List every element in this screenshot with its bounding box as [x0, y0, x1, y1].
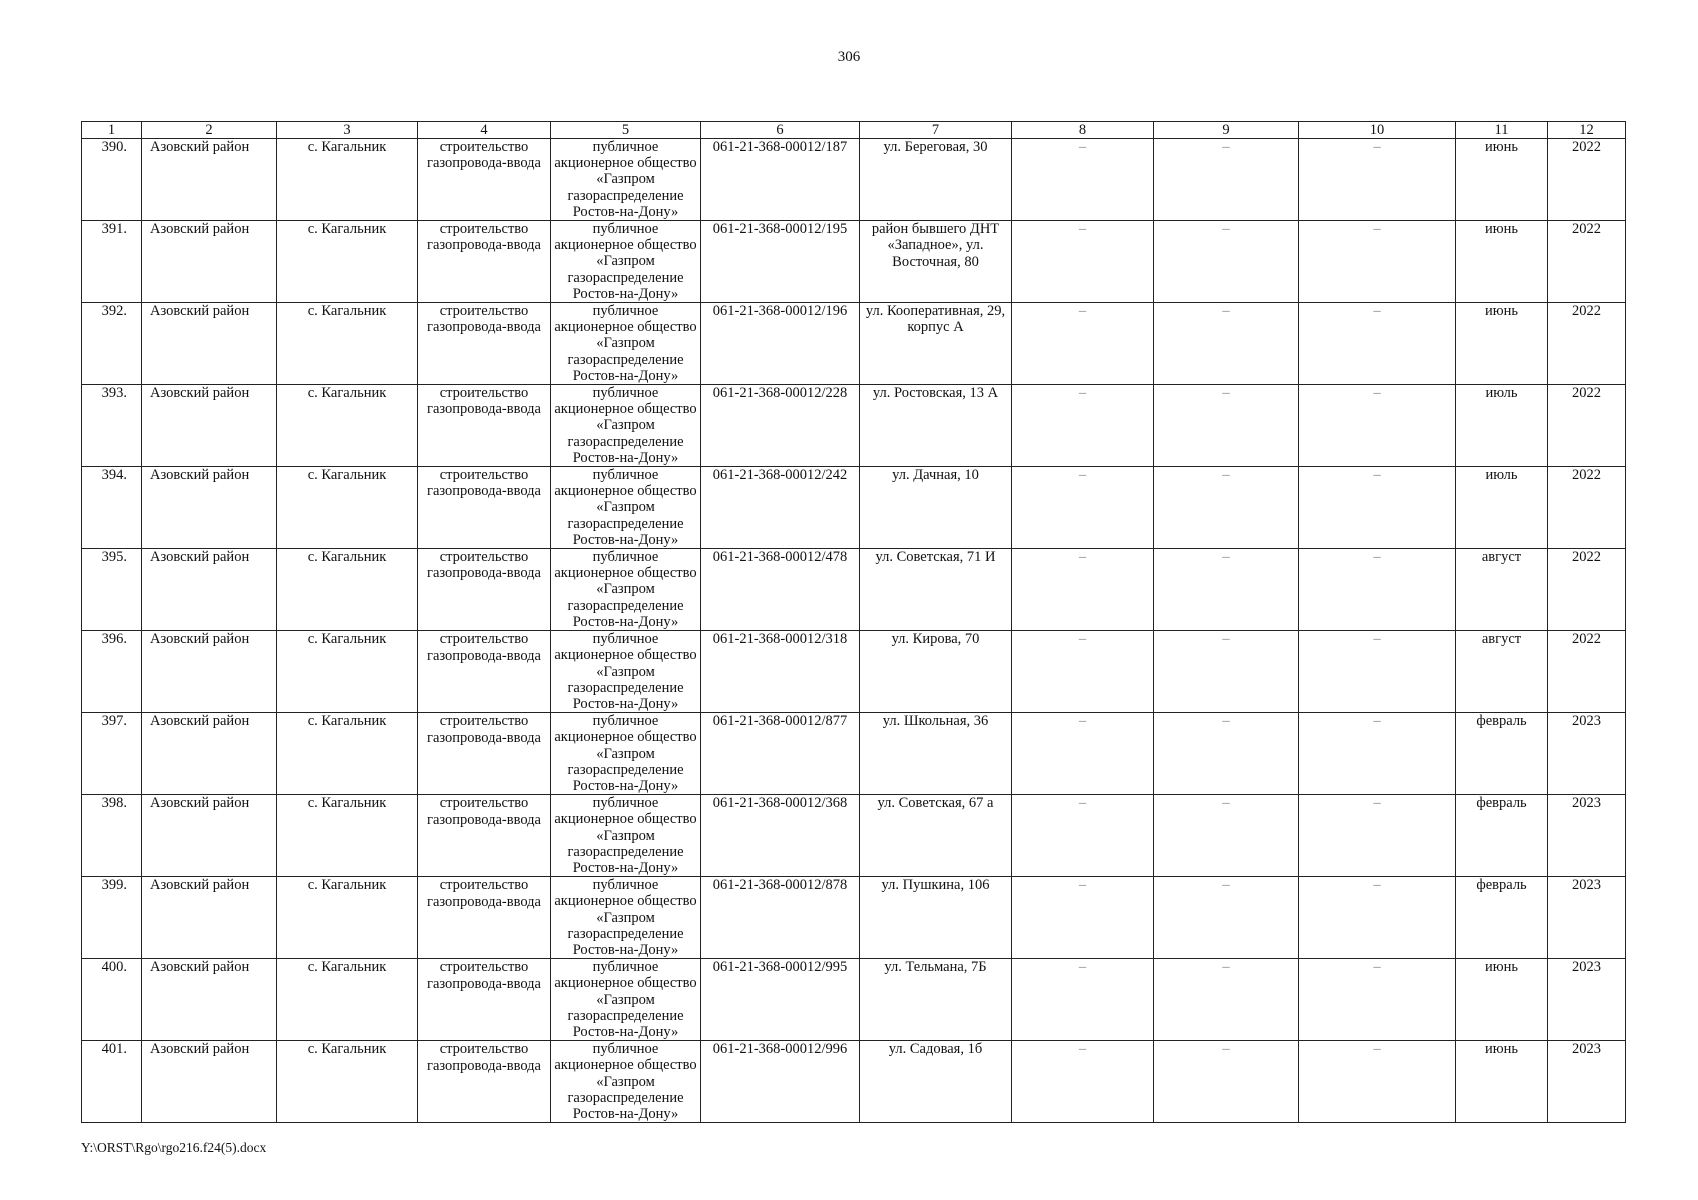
col-header-5: 5	[551, 122, 701, 139]
district-cell: Азовский район	[142, 385, 277, 467]
table-row	[82, 1041, 1626, 1123]
month-cell: август	[1456, 549, 1548, 631]
table-row	[82, 959, 1626, 1041]
work-type-cell: строительство газопровода-ввода	[418, 713, 551, 795]
address-cell: ул. Школьная, 36	[860, 713, 1012, 795]
district-cell: Азовский район	[142, 221, 277, 303]
column-9-cell: –	[1154, 877, 1299, 959]
month-cell: февраль	[1456, 795, 1548, 877]
address-cell: ул. Тельмана, 7Б	[860, 959, 1012, 1041]
column-8-cell: –	[1012, 959, 1154, 1041]
column-8-cell: –	[1012, 303, 1154, 385]
district-cell: Азовский район	[142, 467, 277, 549]
column-10-cell: –	[1299, 795, 1456, 877]
row-number-cell: 390.	[82, 139, 142, 221]
year-cell: 2022	[1548, 385, 1626, 467]
column-8-cell: –	[1012, 877, 1154, 959]
year-cell: 2023	[1548, 877, 1626, 959]
registration-number-cell: 061-21-368-00012/242	[701, 467, 860, 549]
column-8-cell: –	[1012, 139, 1154, 221]
work-type-cell: строительство газопровода-ввода	[418, 959, 551, 1041]
month-cell: июнь	[1456, 221, 1548, 303]
column-9-cell: –	[1154, 713, 1299, 795]
row-number-cell: 396.	[82, 631, 142, 713]
organization-cell: публичное акционерное общество «Газпром газораспределение Ростов-на-Дону»	[551, 385, 701, 467]
col-header-12: 12	[1548, 122, 1626, 139]
column-10-cell: –	[1299, 385, 1456, 467]
table-row	[82, 549, 1626, 631]
address-cell: ул. Советская, 67 а	[860, 795, 1012, 877]
organization-cell: публичное акционерное общество «Газпром газораспределение Ростов-на-Дону»	[551, 221, 701, 303]
year-cell: 2022	[1548, 631, 1626, 713]
district-cell: Азовский район	[142, 549, 277, 631]
address-cell: ул. Кооперативная, 29, корпус А	[860, 303, 1012, 385]
table-row	[82, 385, 1626, 467]
month-cell: август	[1456, 631, 1548, 713]
work-type-cell: строительство газопровода-ввода	[418, 221, 551, 303]
column-9-cell: –	[1154, 385, 1299, 467]
work-type-cell: строительство газопровода-ввода	[418, 631, 551, 713]
month-cell: июнь	[1456, 303, 1548, 385]
year-cell: 2023	[1548, 795, 1626, 877]
column-9-cell: –	[1154, 467, 1299, 549]
work-type-cell: строительство газопровода-ввода	[418, 303, 551, 385]
month-cell: февраль	[1456, 877, 1548, 959]
district-cell: Азовский район	[142, 303, 277, 385]
district-cell: Азовский район	[142, 139, 277, 221]
registration-number-cell: 061-21-368-00012/187	[701, 139, 860, 221]
column-10-cell: –	[1299, 631, 1456, 713]
locality-cell: с. Кагальник	[277, 631, 418, 713]
district-cell: Азовский район	[142, 795, 277, 877]
column-9-cell: –	[1154, 303, 1299, 385]
address-cell: ул. Садовая, 1б	[860, 1041, 1012, 1123]
month-cell: июль	[1456, 385, 1548, 467]
work-type-cell: строительство газопровода-ввода	[418, 139, 551, 221]
table-row	[82, 467, 1626, 549]
address-cell: ул. Ростовская, 13 А	[860, 385, 1012, 467]
table-row	[82, 631, 1626, 713]
address-cell: ул. Береговая, 30	[860, 139, 1012, 221]
organization-cell: публичное акционерное общество «Газпром газораспределение Ростов-на-Дону»	[551, 795, 701, 877]
registration-number-cell: 061-21-368-00012/478	[701, 549, 860, 631]
year-cell: 2023	[1548, 959, 1626, 1041]
column-10-cell: –	[1299, 877, 1456, 959]
col-header-9: 9	[1154, 122, 1299, 139]
registration-number-cell: 061-21-368-00012/368	[701, 795, 860, 877]
year-cell: 2022	[1548, 139, 1626, 221]
organization-cell: публичное акционерное общество «Газпром газораспределение Ростов-на-Дону»	[551, 467, 701, 549]
work-type-cell: строительство газопровода-ввода	[418, 549, 551, 631]
row-number-cell: 398.	[82, 795, 142, 877]
organization-cell: публичное акционерное общество «Газпром газораспределение Ростов-на-Дону»	[551, 1041, 701, 1123]
locality-cell: с. Кагальник	[277, 385, 418, 467]
work-type-cell: строительство газопровода-ввода	[418, 467, 551, 549]
table-body	[82, 139, 1626, 1123]
col-header-4: 4	[418, 122, 551, 139]
address-cell: район бывшего ДНТ «Западное», ул. Восточная, 80	[860, 221, 1012, 303]
column-10-cell: –	[1299, 549, 1456, 631]
column-8-cell: –	[1012, 631, 1154, 713]
month-cell: июнь	[1456, 1041, 1548, 1123]
row-number-cell: 399.	[82, 877, 142, 959]
organization-cell: публичное акционерное общество «Газпром газораспределение Ростов-на-Дону»	[551, 959, 701, 1041]
month-cell: июнь	[1456, 139, 1548, 221]
organization-cell: публичное акционерное общество «Газпром газораспределение Ростов-на-Дону»	[551, 631, 701, 713]
month-cell: июнь	[1456, 959, 1548, 1041]
year-cell: 2022	[1548, 549, 1626, 631]
registration-number-cell: 061-21-368-00012/228	[701, 385, 860, 467]
row-number-cell: 394.	[82, 467, 142, 549]
row-number-cell: 393.	[82, 385, 142, 467]
column-10-cell: –	[1299, 1041, 1456, 1123]
page-number: 306	[837, 49, 861, 65]
row-number-cell: 400.	[82, 959, 142, 1041]
year-cell: 2022	[1548, 467, 1626, 549]
organization-cell: публичное акционерное общество «Газпром газораспределение Ростов-на-Дону»	[551, 549, 701, 631]
work-type-cell: строительство газопровода-ввода	[418, 1041, 551, 1123]
district-cell: Азовский район	[142, 877, 277, 959]
column-10-cell: –	[1299, 713, 1456, 795]
year-cell: 2022	[1548, 303, 1626, 385]
registration-number-cell: 061-21-368-00012/996	[701, 1041, 860, 1123]
month-cell: июль	[1456, 467, 1548, 549]
column-9-cell: –	[1154, 1041, 1299, 1123]
address-cell: ул. Дачная, 10	[860, 467, 1012, 549]
col-header-1: 1	[82, 122, 142, 139]
district-cell: Азовский район	[142, 631, 277, 713]
locality-cell: с. Кагальник	[277, 303, 418, 385]
col-header-11: 11	[1456, 122, 1548, 139]
column-9-cell: –	[1154, 959, 1299, 1041]
registration-number-cell: 061-21-368-00012/995	[701, 959, 860, 1041]
row-number-cell: 392.	[82, 303, 142, 385]
address-cell: ул. Советская, 71 И	[860, 549, 1012, 631]
column-8-cell: –	[1012, 221, 1154, 303]
column-10-cell: –	[1299, 221, 1456, 303]
locality-cell: с. Кагальник	[277, 139, 418, 221]
month-cell: февраль	[1456, 713, 1548, 795]
col-header-3: 3	[277, 122, 418, 139]
column-8-cell: –	[1012, 1041, 1154, 1123]
registration-number-cell: 061-21-368-00012/877	[701, 713, 860, 795]
address-cell: ул. Кирова, 70	[860, 631, 1012, 713]
column-8-cell: –	[1012, 385, 1154, 467]
row-number-cell: 391.	[82, 221, 142, 303]
column-10-cell: –	[1299, 959, 1456, 1041]
registration-number-cell: 061-21-368-00012/318	[701, 631, 860, 713]
row-number-cell: 401.	[82, 1041, 142, 1123]
column-9-cell: –	[1154, 549, 1299, 631]
col-header-7: 7	[860, 122, 1012, 139]
col-header-2: 2	[142, 122, 277, 139]
row-number-cell: 395.	[82, 549, 142, 631]
table-row	[82, 795, 1626, 877]
locality-cell: с. Кагальник	[277, 959, 418, 1041]
locality-cell: с. Кагальник	[277, 467, 418, 549]
footer-file-path: Y:\ORST\Rgo\rgo216.f24(5).docx	[81, 1140, 267, 1155]
organization-cell: публичное акционерное общество «Газпром газораспределение Ростов-на-Дону»	[551, 877, 701, 959]
organization-cell: публичное акционерное общество «Газпром газораспределение Ростов-на-Дону»	[551, 713, 701, 795]
work-type-cell: строительство газопровода-ввода	[418, 385, 551, 467]
table-row	[82, 877, 1626, 959]
col-header-6: 6	[701, 122, 860, 139]
column-9-cell: –	[1154, 795, 1299, 877]
column-10-cell: –	[1299, 303, 1456, 385]
col-header-10: 10	[1299, 122, 1456, 139]
registration-number-cell: 061-21-368-00012/195	[701, 221, 860, 303]
work-type-cell: строительство газопровода-ввода	[418, 877, 551, 959]
work-type-cell: строительство газопровода-ввода	[418, 795, 551, 877]
column-10-cell: –	[1299, 139, 1456, 221]
row-number-cell: 397.	[82, 713, 142, 795]
column-10-cell: –	[1299, 467, 1456, 549]
table-row	[82, 303, 1626, 385]
column-8-cell: –	[1012, 467, 1154, 549]
column-9-cell: –	[1154, 139, 1299, 221]
header-row	[82, 122, 1626, 139]
organization-cell: публичное акционерное общество «Газпром газораспределение Ростов-на-Дону»	[551, 303, 701, 385]
organization-cell: публичное акционерное общество «Газпром газораспределение Ростов-на-Дону»	[551, 139, 701, 221]
year-cell: 2023	[1548, 1041, 1626, 1123]
locality-cell: с. Кагальник	[277, 549, 418, 631]
district-cell: Азовский район	[142, 1041, 277, 1123]
year-cell: 2022	[1548, 221, 1626, 303]
column-9-cell: –	[1154, 631, 1299, 713]
table-row	[82, 221, 1626, 303]
locality-cell: с. Кагальник	[277, 1041, 418, 1123]
col-header-8: 8	[1012, 122, 1154, 139]
address-cell: ул. Пушкина, 106	[860, 877, 1012, 959]
registration-number-cell: 061-21-368-00012/196	[701, 303, 860, 385]
table-row	[82, 139, 1626, 221]
locality-cell: с. Кагальник	[277, 713, 418, 795]
column-8-cell: –	[1012, 795, 1154, 877]
district-cell: Азовский район	[142, 713, 277, 795]
locality-cell: с. Кагальник	[277, 877, 418, 959]
data-table	[81, 121, 1626, 1123]
locality-cell: с. Кагальник	[277, 795, 418, 877]
column-9-cell: –	[1154, 221, 1299, 303]
column-8-cell: –	[1012, 713, 1154, 795]
table-row	[82, 713, 1626, 795]
district-cell: Азовский район	[142, 959, 277, 1041]
locality-cell: с. Кагальник	[277, 221, 418, 303]
registration-number-cell: 061-21-368-00012/878	[701, 877, 860, 959]
year-cell: 2023	[1548, 713, 1626, 795]
column-8-cell: –	[1012, 549, 1154, 631]
